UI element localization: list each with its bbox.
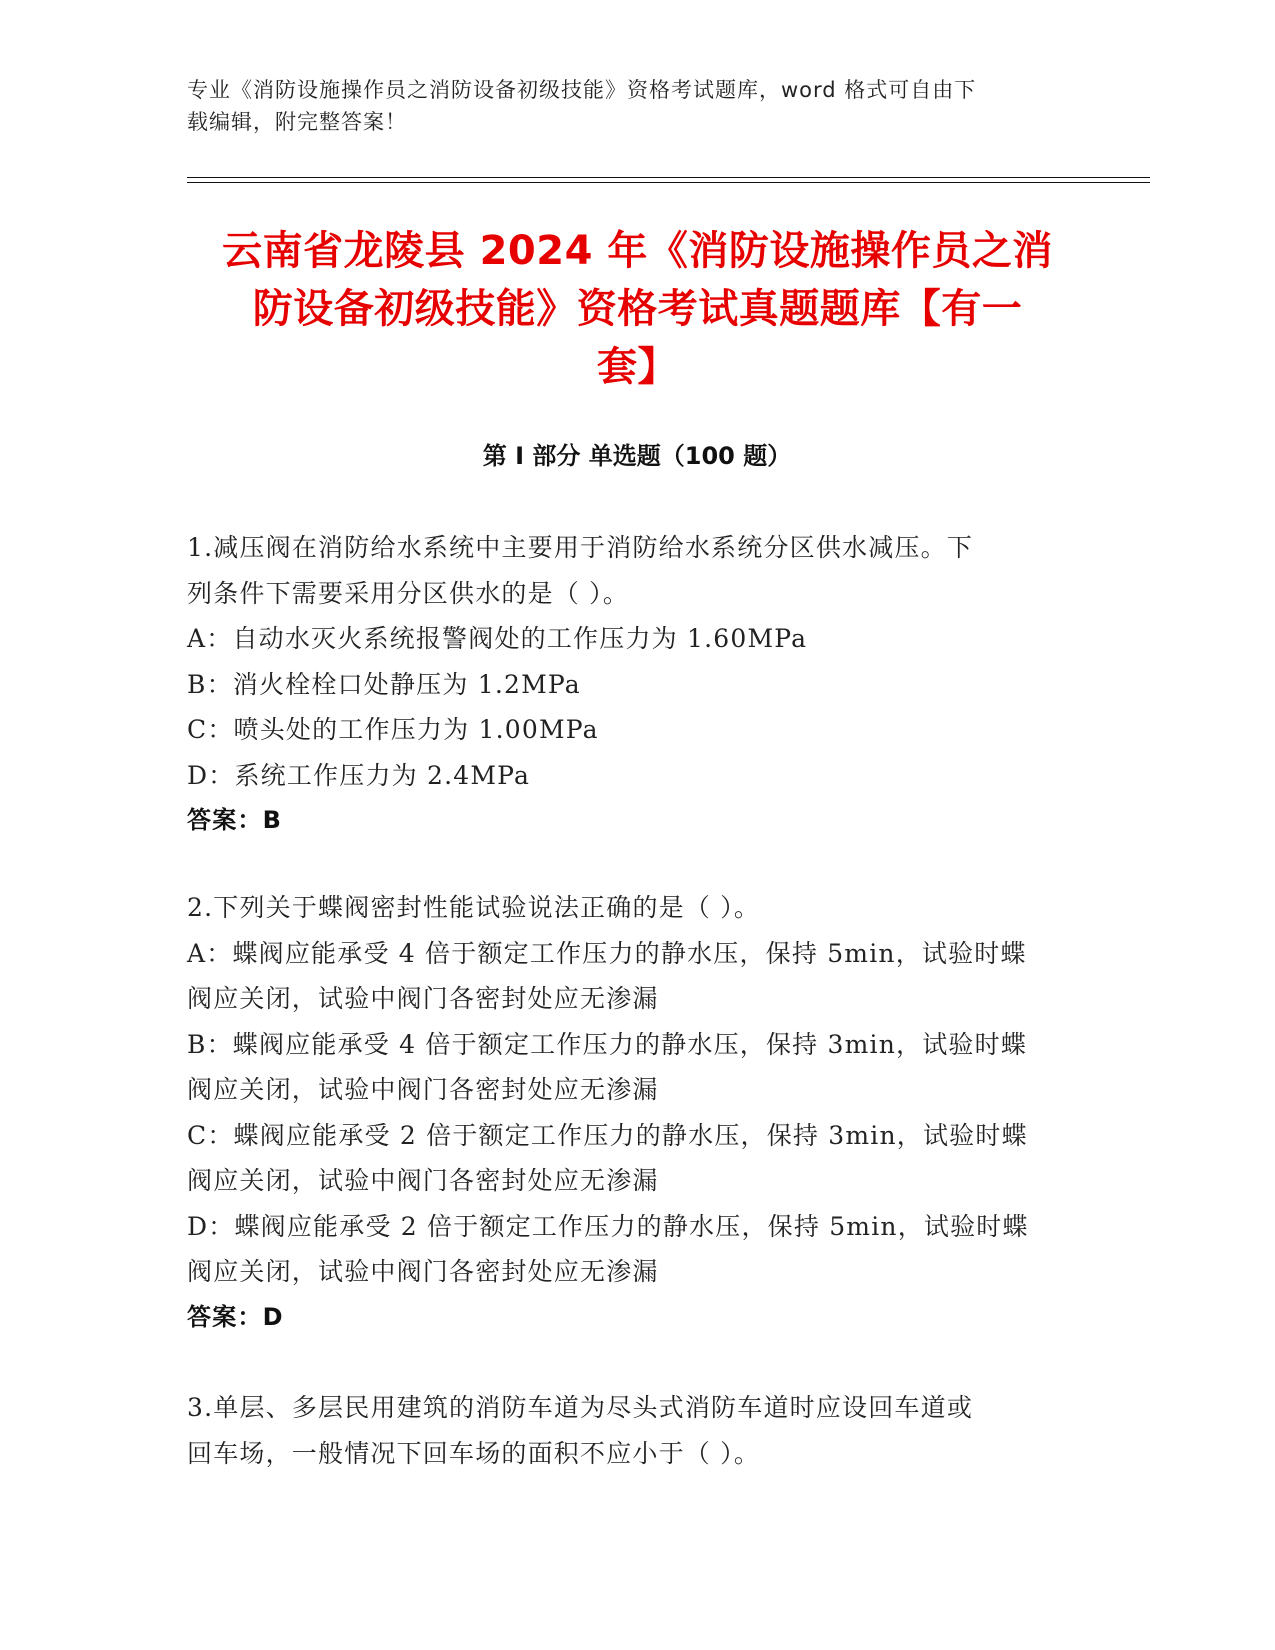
option-c-continued: 阀应关闭，试验中阀门各密封处应无渗漏	[187, 1166, 659, 1195]
question-2	[187, 885, 1087, 1340]
header-divider-top	[187, 177, 1150, 178]
title-line: 云南省龙陵县 2024 年《消防设施操作员之消	[222, 228, 1053, 274]
question-stem-line: 2.下列关于蝶阀密封性能试验说法正确的是（ ）。	[187, 893, 761, 922]
answer-label: 答案：B	[187, 806, 283, 834]
document-title	[180, 222, 1095, 396]
answer-label: 答案：D	[187, 1302, 284, 1331]
option-b: B：蝶阀应能承受 4 倍于额定工作压力的静水压，保持 3min，试验时蝶	[187, 1029, 1028, 1059]
option-a: A：蝶阀应能承受 4 倍于额定工作压力的静水压，保持 5min，试验时蝶	[187, 938, 1027, 968]
section-heading: 第 I 部分 单选题（100 题）	[482, 442, 792, 470]
header-divider-bottom	[187, 182, 1150, 183]
question-1	[187, 525, 1087, 844]
header-note-line: 载编辑，附完整答案！	[187, 110, 407, 134]
option-d-continued: 阀应关闭，试验中阀门各密封处应无渗漏	[187, 1257, 659, 1286]
question-3	[187, 1385, 1087, 1476]
option-a-continued: 阀应关闭，试验中阀门各密封处应无渗漏	[187, 984, 659, 1013]
title-line: 套】	[597, 344, 678, 390]
question-stem-line: 列条件下需要采用分区供水的是（ ）。	[187, 578, 630, 608]
question-stem-line: 1.减压阀在消防给水系统中主要用于消防给水系统分区供水减压。下	[187, 533, 974, 562]
header-note	[187, 74, 1087, 138]
option-d: D：蝶阀应能承受 2 倍于额定工作压力的静水压，保持 5min，试验时蝶	[187, 1211, 1029, 1241]
question-stem-line: 3.单层、多层民用建筑的消防车道为尽头式消防车道时应设回车道或	[187, 1393, 974, 1422]
option-c: C：喷头处的工作压力为 1.00MPa	[187, 715, 599, 744]
option-c: C：蝶阀应能承受 2 倍于额定工作压力的静水压，保持 3min，试验时蝶	[187, 1120, 1028, 1150]
title-line: 防设备初级技能》资格考试真题题库【有一	[252, 286, 1023, 332]
option-b: B：消火栓栓口处静压为 1.2MPa	[187, 669, 581, 699]
question-stem-line: 回车场，一般情况下回车场的面积不应小于（ ）。	[187, 1438, 761, 1468]
option-a: A：自动水灭火系统报警阀处的工作压力为 1.60MPa	[187, 624, 808, 653]
header-note-line: 专业《消防设施操作员之消防设备初级技能》资格考试题库，word 格式可自由下	[187, 78, 977, 102]
option-d: D：系统工作压力为 2.4MPa	[187, 760, 531, 790]
option-b-continued: 阀应关闭，试验中阀门各密封处应无渗漏	[187, 1075, 659, 1104]
